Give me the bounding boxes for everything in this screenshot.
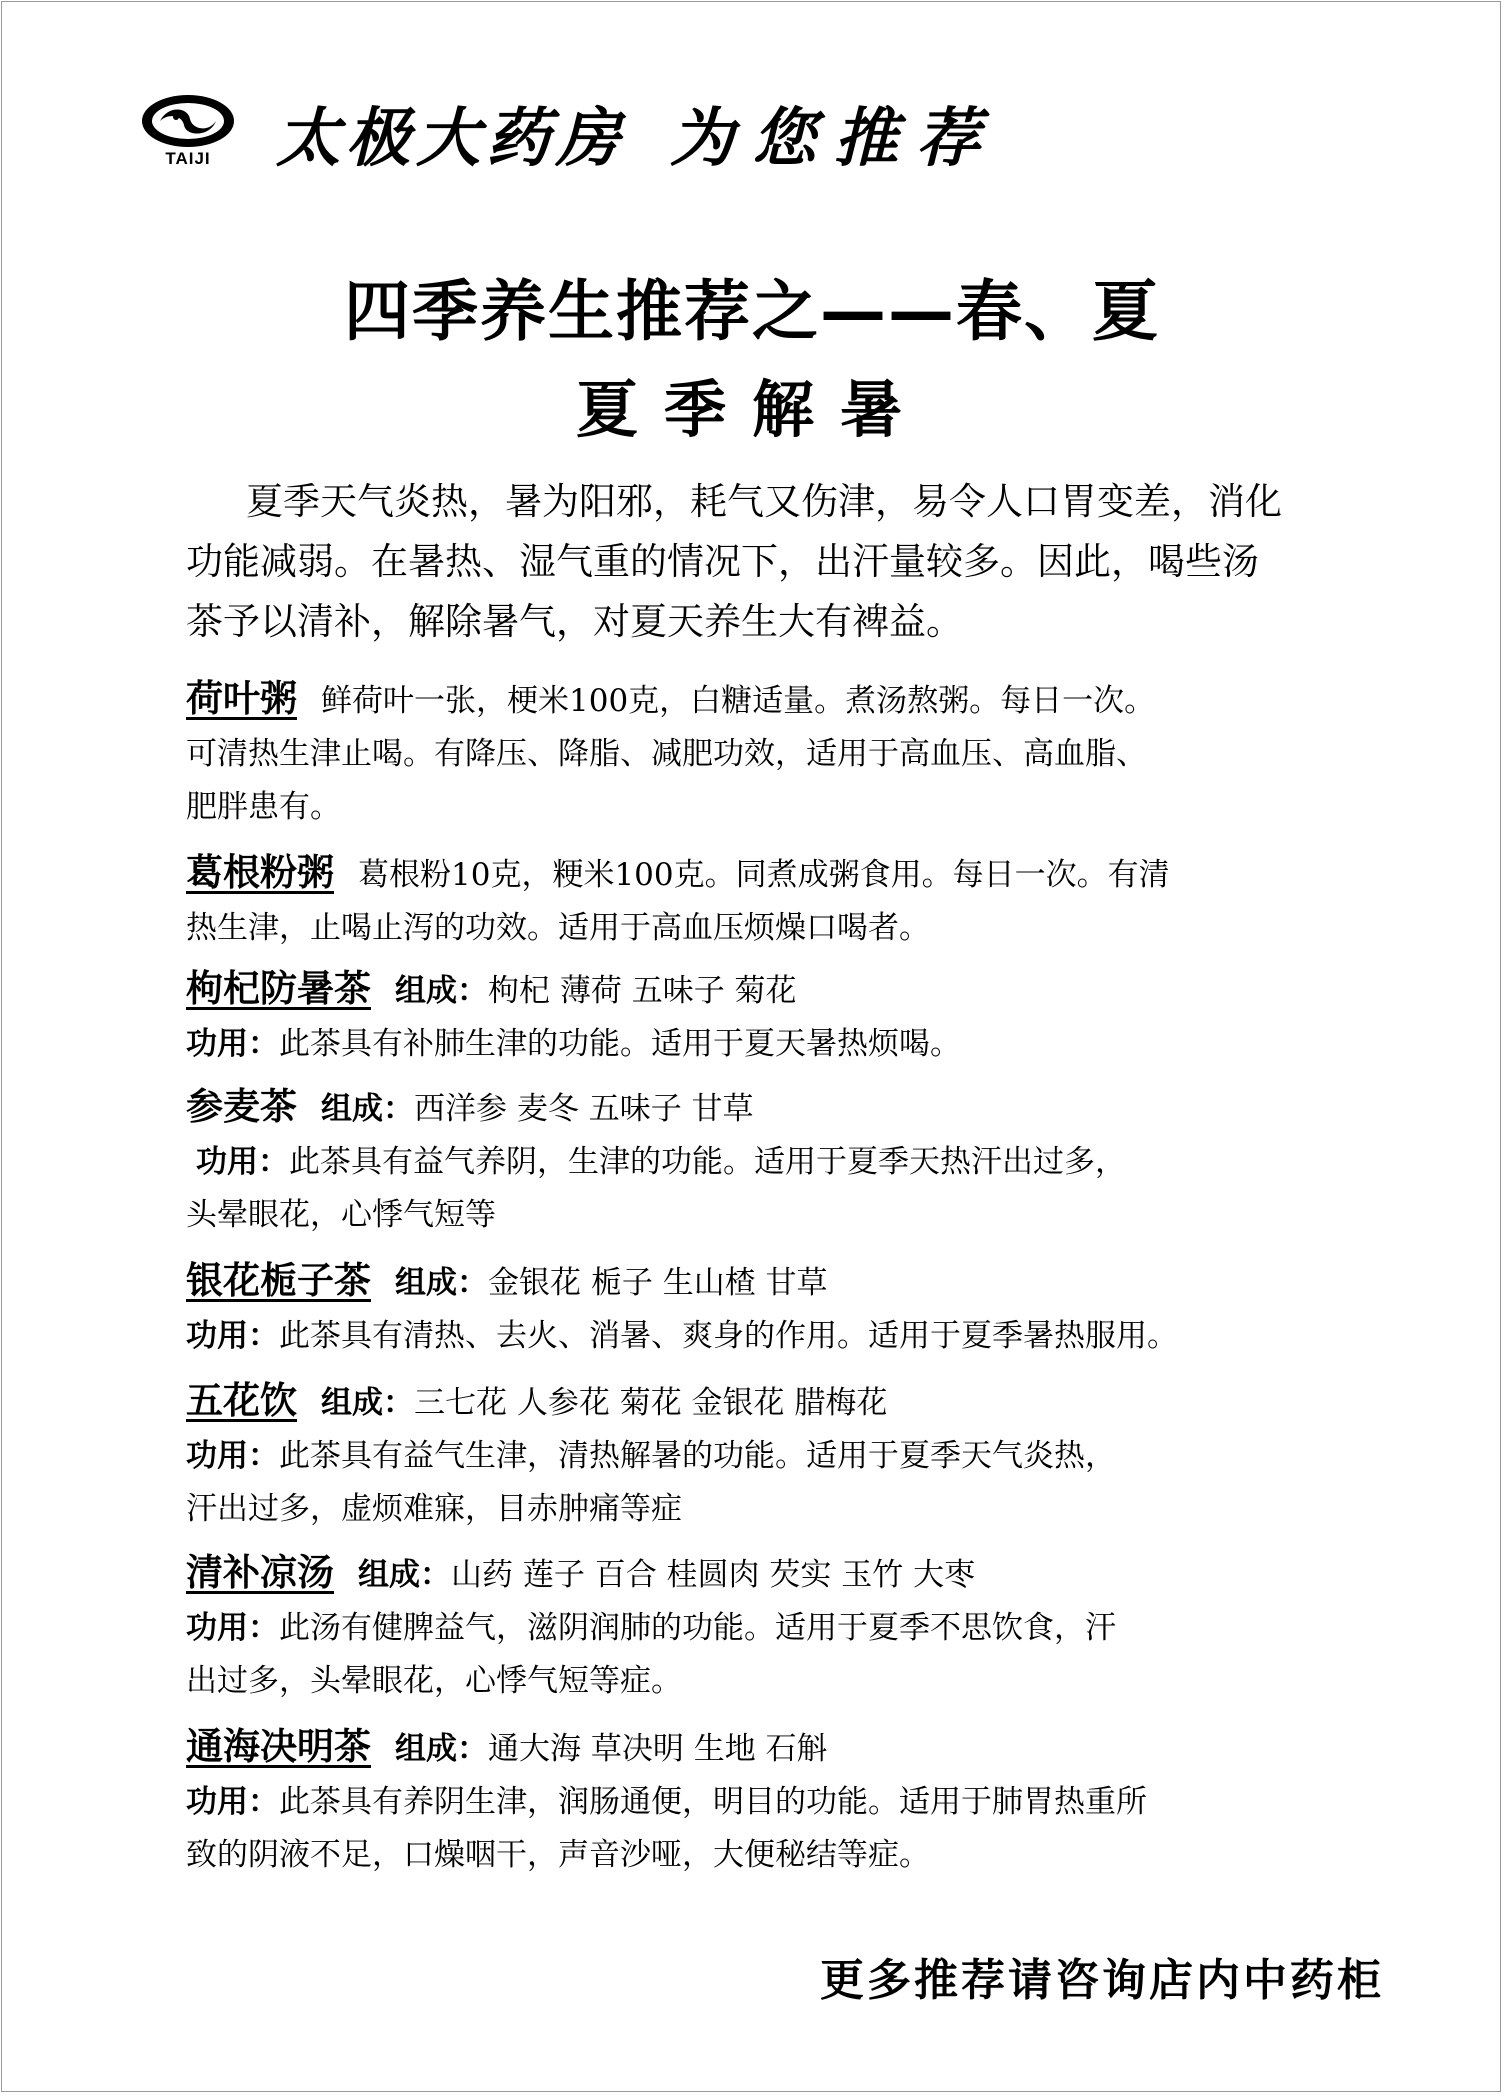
recipe-yinhua-zhizi-cha (186, 1254, 1406, 1363)
recipe-text: 葛根粉10克，粳米100克。同煮成粥食用。每日一次。有清 (358, 857, 1170, 893)
intro-paragraph (186, 472, 1386, 652)
function-label: 功用： (186, 1318, 279, 1354)
composition-label: 组成： (395, 973, 488, 1009)
recipe-name: 枸杞防暑茶 (186, 967, 371, 1010)
recipe-wuhua-yin (186, 1374, 1406, 1536)
recipe-gegenfen-zhou (186, 846, 1406, 955)
recipe-heye-zhou (186, 672, 1406, 834)
recipe-name: 五花饮 (186, 1379, 297, 1422)
recipe-name: 荷叶粥 (186, 677, 297, 720)
recipe-text: 可清热生津止喝。有降压、降脂、减肥功效，适用于高血压、高血脂、 (186, 736, 1147, 772)
function-text: 出过多，头晕眼花，心悸气短等症。 (186, 1663, 682, 1699)
logo-text: TAIJI (165, 149, 211, 168)
recipe-qingbuliang-tang (186, 1546, 1406, 1708)
function-text: 此汤有健脾益气，滋阴润肺的功能。适用于夏季不思饮食，汗 (279, 1610, 1116, 1646)
header (138, 88, 998, 178)
function-text: 此茶具有养阴生津，润肠通便，明目的功能。适用于肺胃热重所 (279, 1784, 1147, 1820)
intro-line-3: 茶予以清补，解除暑气，对夏天养生大有裨益。 (186, 600, 963, 643)
recipe-tonghai-jueming-cha (186, 1720, 1406, 1882)
function-text: 致的阴液不足，口燥咽干，声音沙哑，大便秘结等症。 (186, 1837, 930, 1873)
composition-text: 通大海 草决明 生地 石斛 (488, 1731, 828, 1767)
function-text: 此茶具有清热、去火、消暑、爽身的作用。适用于夏季暑热服用。 (279, 1318, 1178, 1354)
taiji-logo (138, 93, 238, 173)
composition-text: 金银花 栀子 生山楂 甘草 (488, 1265, 828, 1301)
composition-label: 组成： (395, 1731, 488, 1767)
function-label: 功用： (186, 1610, 279, 1646)
composition-label: 组成： (321, 1091, 414, 1127)
composition-text: 西洋参 麦冬 五味子 甘草 (414, 1091, 754, 1127)
footer-note: 更多推荐请咨询店内中药柜 (820, 1955, 1384, 2006)
function-text: 此茶具有益气养阴，生津的功能。适用于夏季天热汗出过多， (289, 1144, 1126, 1180)
composition-text: 枸杞 薄荷 五味子 菊花 (488, 973, 797, 1009)
function-text: 此茶具有补肺生津的功能。适用于夏天暑热烦喝。 (279, 1026, 961, 1062)
recipe-text: 热生津，止喝止泻的功效。适用于高血压烦燥口喝者。 (186, 910, 930, 946)
composition-text: 三七花 人参花 菊花 金银花 腊梅花 (414, 1385, 888, 1421)
recipe-gouqi-fangshu-cha (186, 962, 1406, 1071)
recipe-text: 肥胖患有。 (186, 789, 341, 825)
recipe-name: 清补凉汤 (186, 1551, 334, 1594)
composition-label: 组成： (358, 1557, 451, 1593)
function-label: 功用： (196, 1144, 289, 1180)
main-title: 四季养生推荐之——春、夏 (344, 273, 1160, 350)
recipe-name: 葛根粉粥 (186, 851, 334, 894)
function-label: 功用： (186, 1026, 279, 1062)
function-text: 此茶具有益气生津，清热解暑的功能。适用于夏季天气炎热， (279, 1438, 1116, 1474)
function-text: 汗出过多，虚烦难寐，目赤肿痛等症 (186, 1491, 682, 1527)
recipe-shenmai-cha (186, 1080, 1406, 1242)
composition-label: 组成： (395, 1265, 488, 1301)
recipe-name: 通海决明茶 (186, 1725, 371, 1768)
brand-slogan: 为您推荐 (670, 101, 998, 176)
recipe-name: 参麦茶 (186, 1085, 297, 1128)
function-label: 功用： (186, 1438, 279, 1474)
intro-line-2: 功能减弱。在暑热、湿气重的情况下，出汗量较多。因此，喝些汤 (186, 540, 1259, 583)
sub-title: 夏季解暑 (575, 373, 928, 446)
intro-line-1: 夏季天气炎热，暑为阳邪，耗气又伤津，易令人口胃变差，消化 (246, 480, 1282, 523)
function-label: 功用： (186, 1784, 279, 1820)
composition-text: 山药 莲子 百合 桂圆肉 芡实 玉竹 大枣 (451, 1557, 976, 1593)
composition-label: 组成： (321, 1385, 414, 1421)
recipe-name: 银花栀子茶 (186, 1259, 371, 1302)
brand-name: 太极大药房 (276, 101, 626, 176)
recipe-text: 鲜荷叶一张，梗米100克，白糖适量。煮汤熬粥。每日一次。 (321, 683, 1156, 719)
function-text: 头晕眼花，心悸气短等 (186, 1197, 496, 1233)
